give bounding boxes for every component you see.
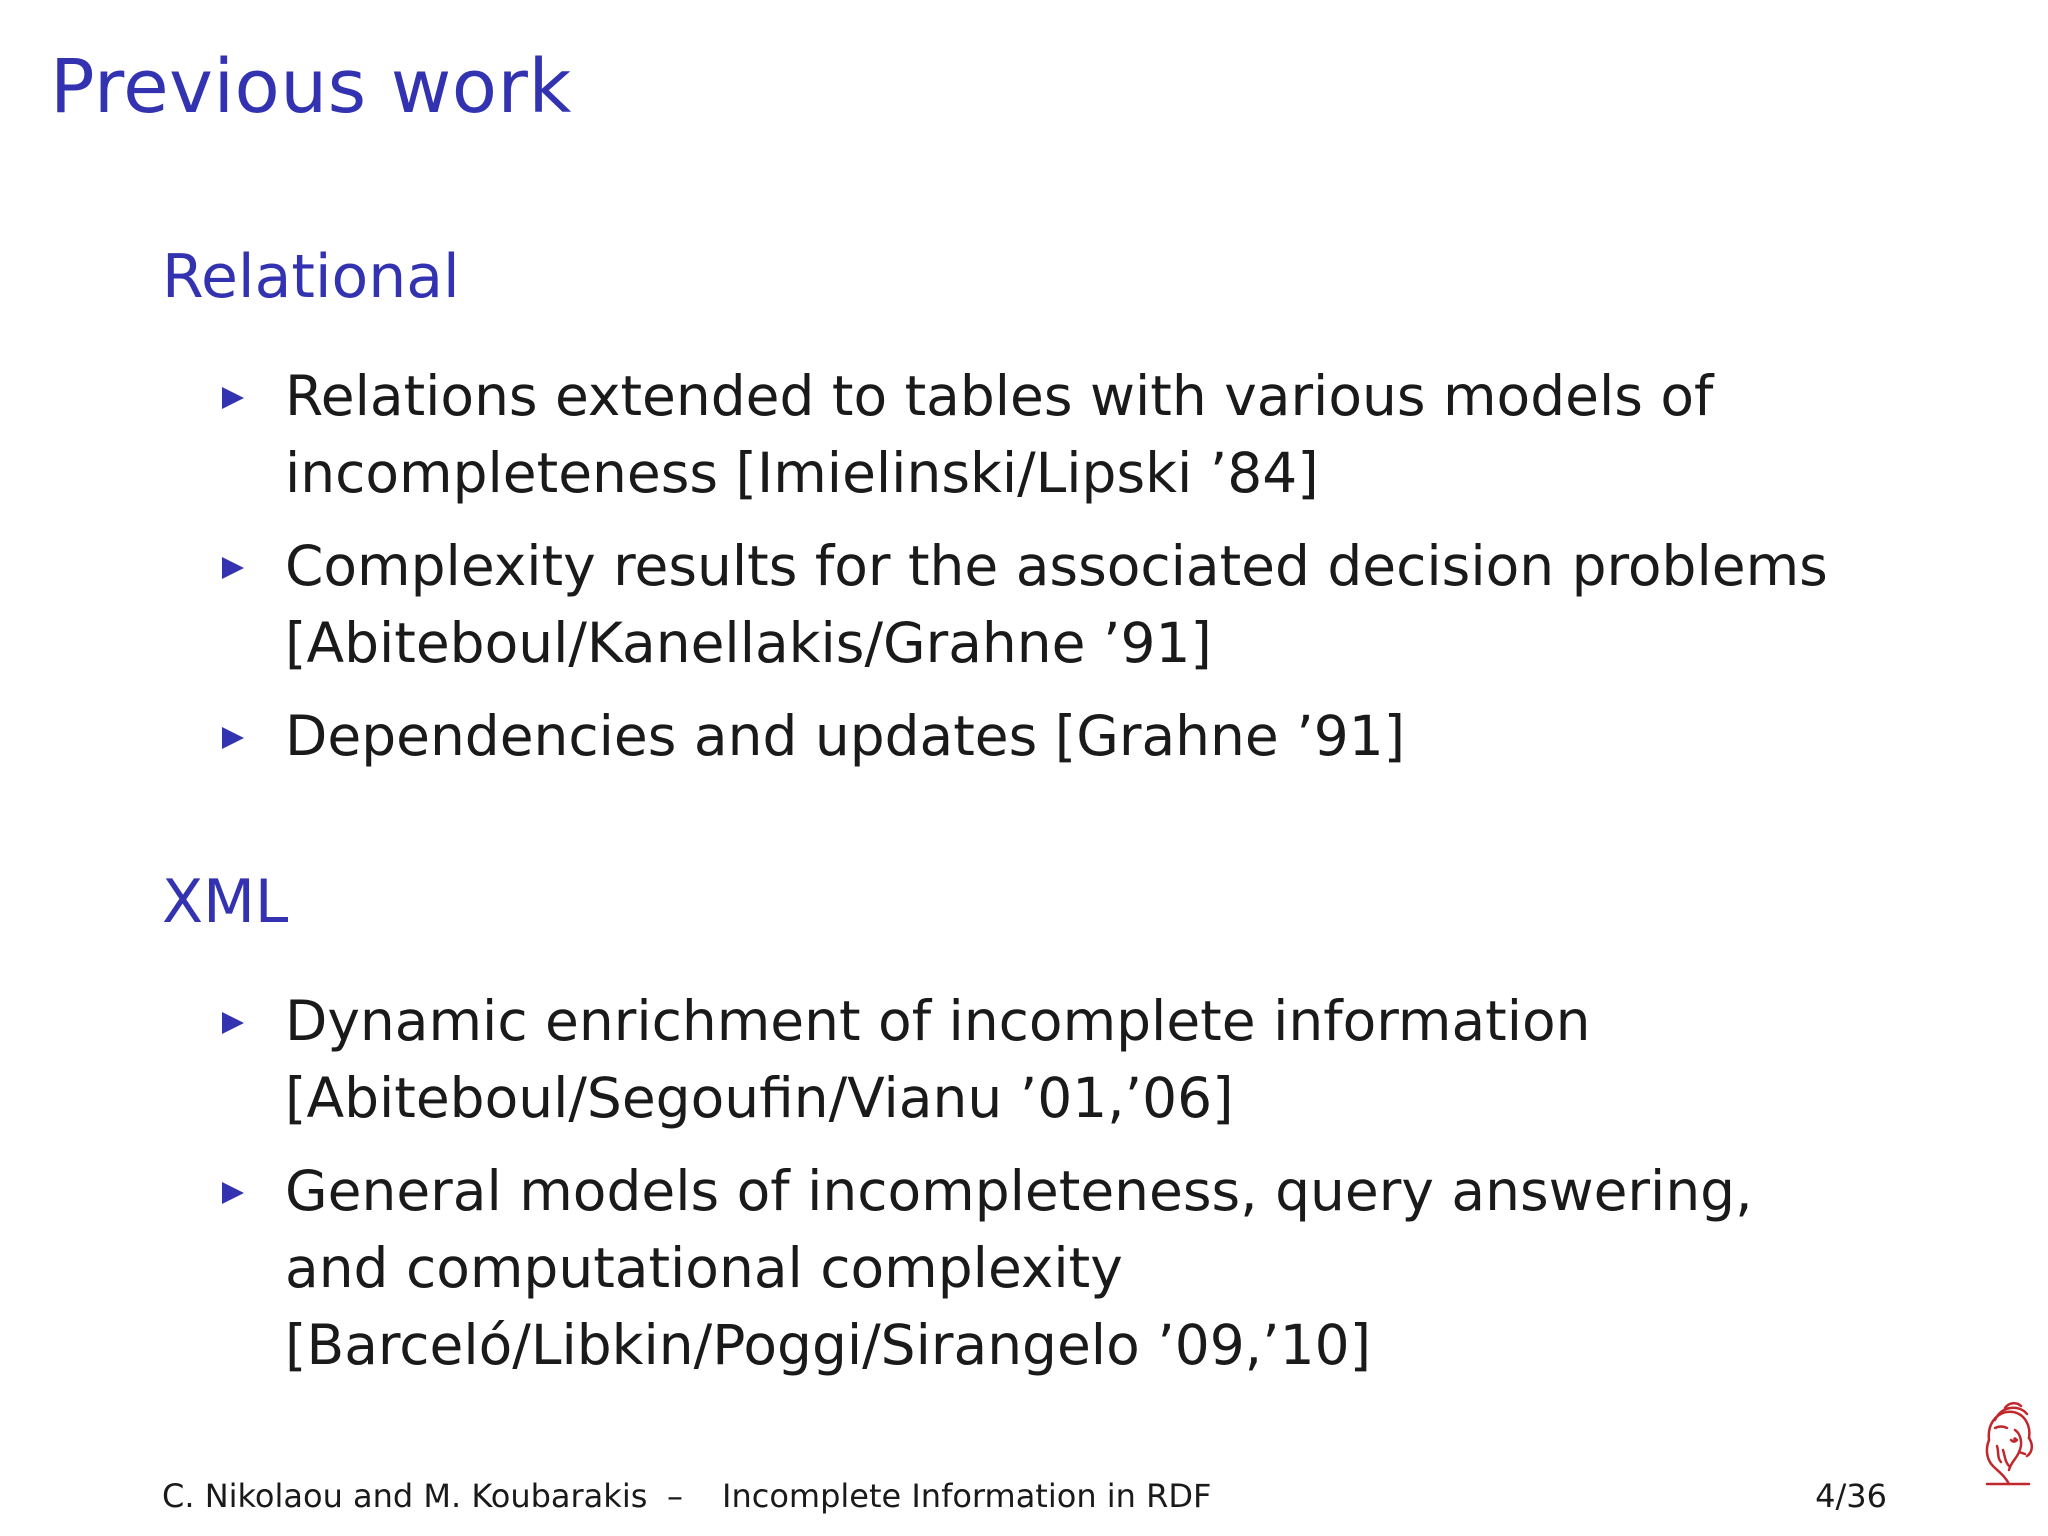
section-heading-xml: XML [162,867,289,937]
bullet-item [222,528,1862,682]
bullet-item [222,358,1862,512]
bullet-text: Relations extended to tables with various models of incompleteness [Imielinski/Lipski ’84] [285,364,1714,505]
bullet-text: General models of incompleteness, query answering, and computational complexity [Barceló/Libkin/Poggi/Sirangelo ’09,’10] [285,1159,1753,1377]
bullet-text: Dependencies and updates [Grahne ’91] [285,704,1406,768]
triangle-right-icon [222,557,244,579]
triangle-right-icon [222,1012,244,1034]
bullet-text: Complexity results for the associated decision problems [Abiteboul/Kanellakis/Grahne ’91] [285,534,1828,675]
bullet-item [222,1153,1862,1384]
section-heading-relational: Relational [162,242,460,312]
bullet-item [222,983,1862,1137]
bullet-text: Dynamic enrichment of incomplete information [Abiteboul/Segoufin/Vianu ’01,’06] [285,989,1591,1130]
athena-head-logo-icon [1975,1400,2039,1488]
bullet-list-xml [222,983,1862,1400]
triangle-right-icon [222,727,244,749]
footer-talk-title: Incomplete Information in RDF [722,1477,1212,1515]
page-number: 4/36 [1815,1477,1887,1515]
triangle-right-icon [222,1182,244,1204]
footer-separator: – [667,1477,683,1515]
slide-title: Previous work [50,44,572,130]
bullet-list-relational [222,358,1862,791]
triangle-right-icon [222,387,244,409]
footer-authors: C. Nikolaou and M. Koubarakis [162,1477,648,1515]
bullet-item [222,698,1862,775]
